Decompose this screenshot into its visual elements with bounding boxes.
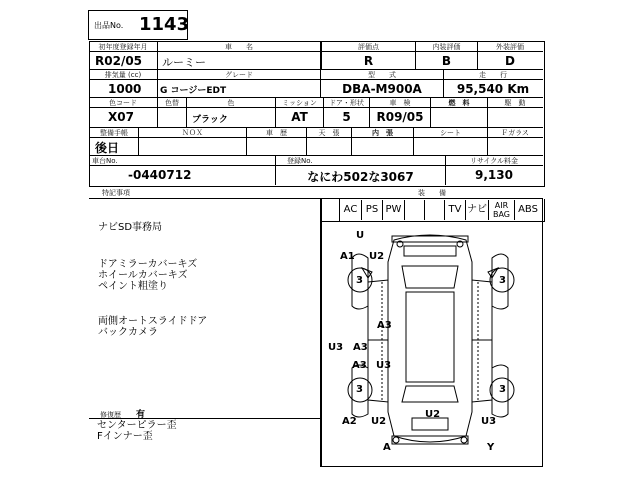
- mark-tire-fr: 3: [499, 275, 506, 286]
- mark-u2-rear: U2: [425, 409, 441, 420]
- mark-a3-left: A3: [353, 342, 368, 353]
- mileage-label: 走 行: [479, 71, 507, 79]
- mark-a1: A1: [340, 251, 355, 262]
- mark-u3-low: U3: [376, 360, 392, 371]
- lot-box: [88, 10, 188, 40]
- fuel-label: 燃 料: [448, 99, 470, 107]
- exterior-label: 外装評価: [496, 43, 524, 51]
- equip-navi: ナビ: [466, 200, 489, 220]
- mark-tire-rr: 3: [499, 384, 506, 395]
- recycle-label: リサイクル料金: [469, 157, 519, 165]
- interior-value: B: [441, 54, 452, 68]
- doors-value: 5: [342, 110, 351, 124]
- mark-u2-rearleft: U2: [371, 416, 387, 427]
- notes-block-1: [98, 222, 162, 233]
- maintenance-value: 後日: [95, 141, 120, 155]
- mark-u3-rearright: U3: [481, 416, 497, 427]
- notes-label: 特記事項: [102, 189, 130, 197]
- repair-notes: [97, 420, 177, 442]
- notes-block-3: [98, 316, 207, 338]
- mark-tire-rl: 3: [356, 384, 363, 395]
- chassis-value: -0440712: [128, 168, 192, 182]
- color-label: 色: [227, 99, 235, 107]
- mark-y-rear: Y: [487, 442, 495, 453]
- nox-label: ＮＯＸ: [182, 129, 203, 137]
- equip-airbag: AIR BAG: [489, 200, 515, 220]
- color-code-label: 色コード: [109, 99, 137, 107]
- color-code-value: X07: [108, 110, 134, 124]
- model-type-label: 型 式: [368, 71, 396, 79]
- sunroof-label: 天 張: [318, 129, 340, 137]
- transmission-value: AT: [291, 110, 308, 124]
- transmission-label: ミッション: [282, 99, 317, 107]
- note-line: 両側オートスライドドア: [98, 316, 208, 327]
- mileage-value: 95,540 Km: [456, 82, 530, 96]
- note-line: ドアミラーカバーキズ: [98, 259, 198, 270]
- displacement-value: 1000: [108, 82, 142, 96]
- doors-label: ドア・形状: [329, 99, 364, 107]
- exterior-value: D: [505, 54, 515, 68]
- maintenance-label: 整備手帳: [100, 129, 128, 137]
- lot-label: 出品No.: [94, 21, 124, 30]
- inspection-value: R09/05: [376, 110, 424, 124]
- equip-pw: PW: [383, 200, 405, 220]
- chassis-label: 車台No.: [92, 157, 118, 165]
- repair-value: 有: [136, 410, 146, 420]
- mark-front-u: U: [356, 230, 365, 241]
- equip-blank-1: [405, 200, 425, 220]
- model-type-value: DBA-M900A: [342, 82, 422, 96]
- grade-value: G コージーEDT: [160, 86, 227, 96]
- mark-a2-rear: A2: [342, 416, 357, 427]
- glass-label: Ｆガラス: [501, 129, 529, 137]
- first-reg-value: R02/05: [95, 54, 143, 68]
- car-name-value: ルーミー: [162, 56, 206, 69]
- note-line: ナビSD事務局: [98, 222, 163, 233]
- note-line: ホイールカバーキズ: [98, 270, 188, 281]
- score-label: 評価点: [358, 43, 379, 51]
- drive-label: 駆 動: [504, 99, 526, 107]
- grade-label: グレード: [225, 71, 253, 79]
- score-value: R: [363, 54, 374, 68]
- equip-tv: TV: [445, 200, 466, 220]
- repair-note-line: Fインナー歪: [97, 431, 153, 442]
- lot-number: 1143: [139, 14, 190, 35]
- interior-label: 内装評価: [432, 43, 461, 51]
- inspection-label: 車 検: [389, 99, 411, 107]
- interior-trim-label: 内 張: [372, 129, 393, 137]
- equip-blank-2: [425, 200, 445, 220]
- mark-u3-left: U3: [328, 342, 344, 353]
- plate-label: 登録No.: [287, 157, 313, 165]
- displacement-label: 排気量 (cc): [104, 71, 142, 79]
- car-name-label: 車 名: [225, 43, 253, 51]
- mark-a3-low: A3: [352, 360, 367, 371]
- mark-a3-mid: A3: [377, 320, 392, 331]
- color-value: ブラック: [192, 115, 228, 125]
- mark-u2-front: U2: [369, 251, 385, 262]
- first-reg-label: 初年度登録年月: [98, 43, 148, 51]
- equip-ps: PS: [362, 200, 383, 220]
- equip-abs: ABS: [518, 204, 538, 215]
- recycle-value: 9,130: [475, 168, 513, 182]
- note-line: ペイント粗塗り: [98, 281, 168, 292]
- repair-label: 修復歴: [100, 411, 121, 419]
- history-label: 車 歴: [266, 129, 287, 137]
- plate-value: なにわ502な3067: [307, 170, 414, 184]
- note-line: バックカメラ: [98, 327, 158, 338]
- equipment-label: 装 備: [418, 189, 446, 197]
- mark-a-rear: A: [383, 442, 391, 453]
- seat-label: シート: [440, 129, 461, 137]
- color-change-label: 色替: [165, 99, 179, 107]
- equip-ac: AC: [340, 200, 362, 220]
- notes-block-2: [98, 259, 197, 292]
- mark-tire-fl: 3: [356, 275, 363, 286]
- repair-note-line: センターピラー歪: [97, 420, 177, 431]
